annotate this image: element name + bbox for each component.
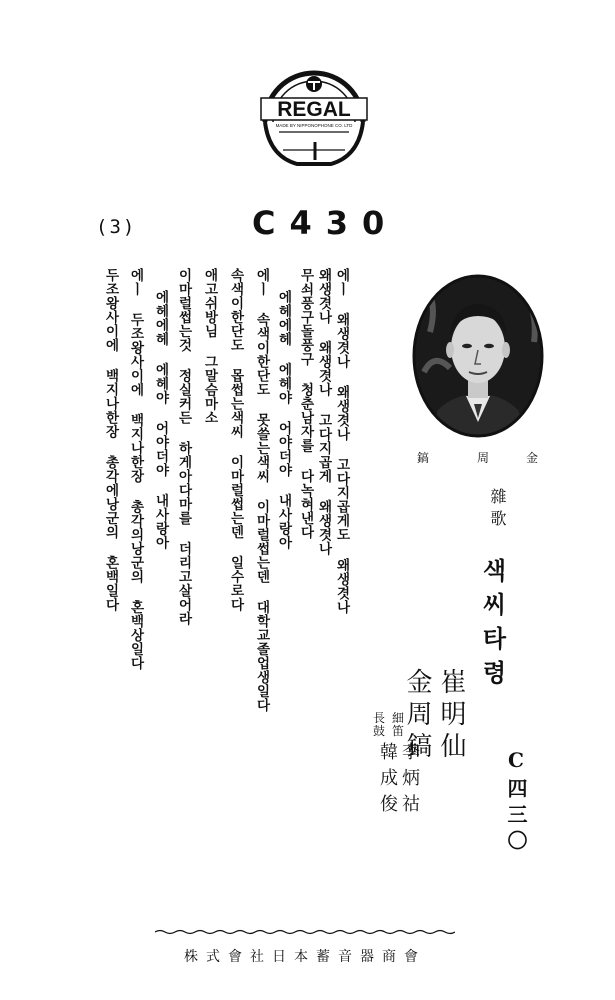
photo-caption-char-3: 鎬 (417, 451, 430, 465)
catalog-number: C430 (252, 204, 399, 242)
lyric-line-3: 무쇠풍구돌풍구 청춘남자를 다녹혀낸다 (297, 268, 314, 539)
chorus-name: 金周鎬 (402, 668, 432, 764)
singer-portrait-photo (410, 272, 546, 440)
regal-logo (255, 60, 373, 170)
photo-caption-char-2: 周 (477, 451, 490, 465)
photo-caption-char-1: 金 (526, 451, 539, 465)
lyric-line-9: 에헤에헤 에헤야 어야더야 내사랑아 (152, 290, 169, 550)
lyric-line-6: 속색이한단도 몹썹는색씨 이마럴썹는덴 일수로다 (227, 268, 244, 612)
lyric-line-11: 두조왕사이에 백지나한장 총각에낭군의 혼백일다 (102, 268, 119, 612)
instrument-player-1: 李炳祜 (399, 742, 420, 820)
genre-label: 雜歌 (488, 488, 507, 532)
instrument-role-label: 長 鼓 (373, 711, 386, 738)
catalog-number-vertical: C四三〇 (504, 748, 528, 856)
logo-brand: REGAL (277, 98, 351, 121)
song-title: 색씨타령 (478, 558, 507, 694)
lyric-line-7: 애고쉬방님 그말슴마소 (201, 268, 218, 425)
vocal-role-label: 細 笛 (392, 711, 405, 738)
lyric-line-2: 왜생겻나 왜생겻나 고다지곱게 왜생겻나 (315, 268, 332, 556)
instrument-player-2: 韓成俊 (377, 742, 398, 820)
page-number: (3) (96, 216, 137, 238)
logo-tagline: MADE BY NIPPONOPHONE CO. LTD (275, 123, 353, 128)
company-name: 株式會社日本蓄音器商會 (184, 949, 426, 965)
lyric-line-10: 에ㅣ 두조왕사이에 백지나한장 총각의낭군의 혼백상일다 (127, 268, 144, 670)
lyric-line-4: 에헤에헤 에헤야 어야더야 내사랑아 (275, 290, 292, 550)
lyric-line-8: 이마럴썹는것 정실커든 하게아다마를 더리고살어라 (175, 268, 192, 626)
vocal-name: 崔明仙 (436, 668, 466, 764)
lyric-line-1: 에ㅣ 왜생겻나 왜생겻나 고다지곱게도 왜생겻나 (333, 268, 350, 614)
decorative-rule (155, 929, 455, 935)
lyric-line-5: 에ㅣ 속색이한단도 못쓸는색씨 이마럴썹는덴 대학교졸업생일다 (253, 268, 270, 712)
